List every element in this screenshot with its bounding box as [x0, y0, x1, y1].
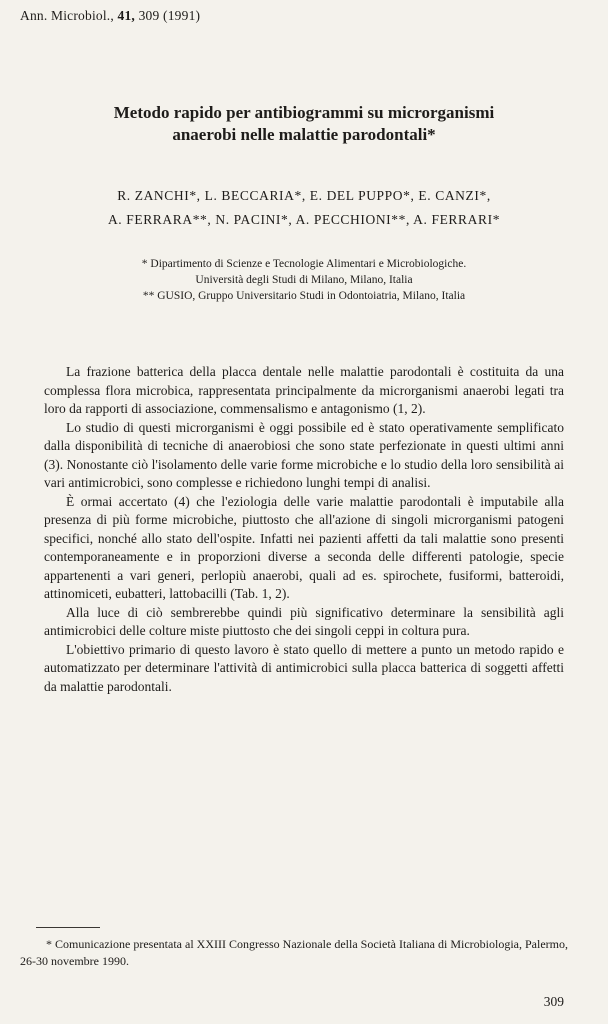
article-body	[44, 363, 564, 696]
footnote-text: * Comunicazione presentata al XXIII Congresso Nazionale della Società Italiana di Microbiologia, Palermo, 26-30 novembre 1990.	[20, 937, 568, 968]
journal-pages-year: 309 (1991)	[138, 8, 201, 23]
body-paragraph-2: Lo studio di questi microrganismi è oggi possibile ed è stato operativamente semplificato dalla disponibilità di tecniche di anaerobiosi che sono state perfezionate in questi ultimi anni (3). Nonostante ciò l'isolamento delle varie forme microbiche e lo studio della loro sensibilità ai vari antimicrobici, sono complesse e richiedono lunghi tempi di analisi.	[44, 419, 564, 490]
title-line-1: Metodo rapido per antibiogrammi su microrganismi	[113, 103, 495, 122]
affiliation-line-1: * Dipartimento di Scienze e Tecnologie Alimentari e Microbiologiche.	[141, 258, 467, 270]
running-head	[20, 8, 200, 24]
footnote	[20, 936, 568, 970]
body-paragraph-3: È ormai accertato (4) che l'eziologia delle varie malattie parodontali è imputabile alla presenza di più forme microbiche, piuttosto che all'azione di singoli microrganismi patogeni specifici, nonché allo stato dell'ospite. Infatti nei pazienti affetti da tali malattie sono presenti contemporaneamente e in proporzioni diverse a seconda delle differenti patologie, specie appartenenti a vari generi, perlopiù anaerobi, quali ad es. spirochete, fusiformi, batteroidi, attinomiceti, eubatteri, lattobacilli (Tab. 1, 2).	[44, 493, 564, 601]
journal-volume: 41,	[117, 8, 136, 23]
body-paragraph-4: Alla luce di ciò sembrerebbe quindi più significativo determinare la sensibilità agli antimicrobici delle colture miste piuttosto che dei singoli ceppi in coltura pura.	[44, 604, 564, 638]
body-paragraph-1: La frazione batterica della placca dentale nelle malattie parodontali è costituita da una complessa flora microbica, rappresentata principalmente da microrganismi anaerobi legati tra loro da rapporti di associazione, commensalismo e antagonismo (1, 2).	[44, 364, 564, 416]
footnote-rule	[36, 927, 100, 928]
affiliations	[0, 256, 608, 304]
authors-line-1: R. ZANCHI*, L. BECCARIA*, E. DEL PUPPO*, E. CANZI*,	[117, 188, 491, 203]
journal-name: Ann. Microbiol.,	[20, 8, 114, 23]
page-number: 309	[543, 994, 564, 1009]
title-line-2: anaerobi nelle malattie parodontali*	[172, 125, 436, 144]
body-paragraph-5: L'obiettivo primario di questo lavoro è stato quello di mettere a punto un metodo rapido e automatizzato per determinare l'attività di antimicrobici sulla placca batterica di soggetti affetti da malattie parodontali.	[44, 641, 564, 694]
article-title	[0, 102, 608, 146]
authors-line-2: A. FERRARA**, N. PACINI*, A. PECCHIONI**, A. FERRARI*	[107, 212, 501, 227]
affiliation-line-3: ** GUSIO, Gruppo Universitario Studi in Odontoiatria, Milano, Italia	[142, 290, 466, 302]
author-list	[0, 184, 608, 232]
affiliation-line-2: Università degli Studi di Milano, Milano, Italia	[195, 274, 413, 286]
